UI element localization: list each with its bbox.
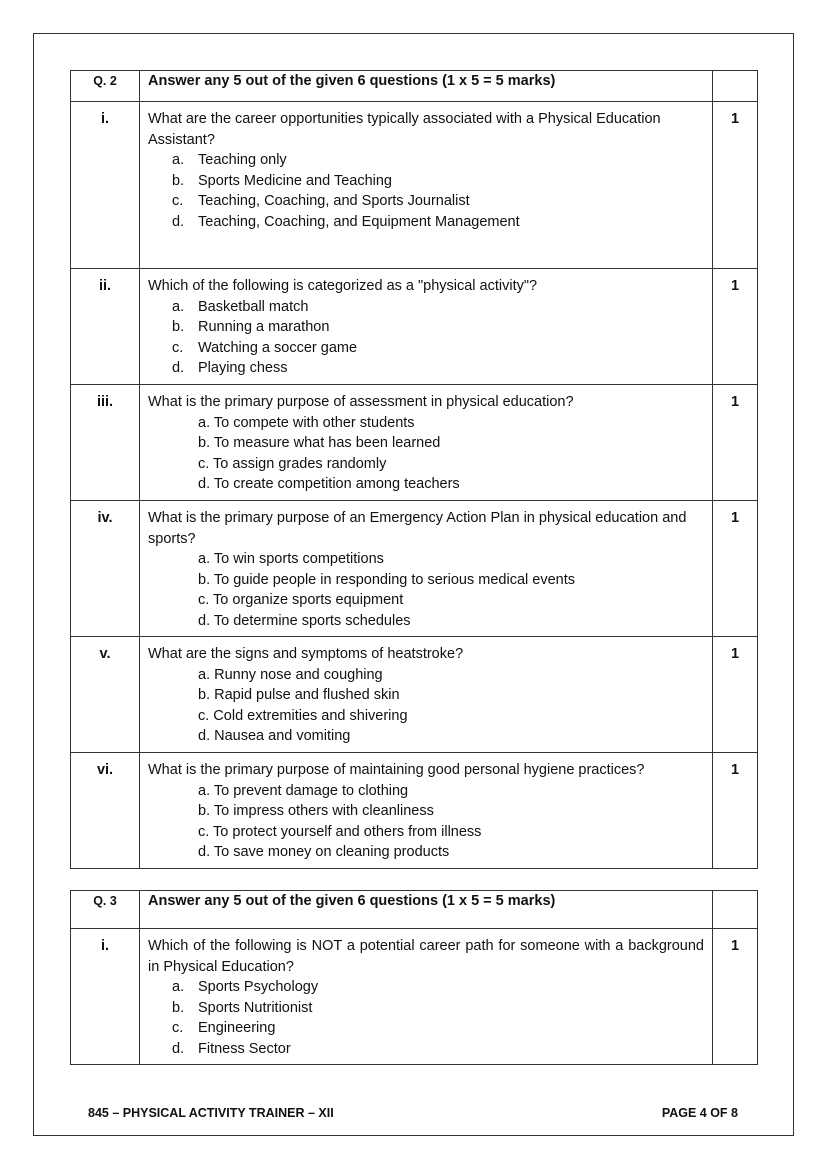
options-list	[148, 150, 704, 232]
options-list	[148, 549, 704, 631]
question-body	[140, 102, 713, 269]
question-body	[140, 929, 713, 1065]
question-text: Which of the following is NOT a potential career path for someone with a background in Physical Education?	[148, 938, 704, 975]
option-c: c. To protect yourself and others from illness	[198, 823, 482, 840]
option-c: c. Watching a soccer game	[172, 339, 358, 356]
question-text: What is the primary purpose of assessment in physical education?	[148, 394, 574, 410]
marks-header-cell	[713, 891, 758, 929]
sub-question-number: iv.	[71, 501, 140, 637]
options-list	[148, 781, 704, 863]
options-list	[148, 413, 704, 495]
question-text: What is the primary purpose of maintaining good personal hygiene practices?	[148, 762, 645, 778]
marks-cell: 1	[713, 102, 758, 269]
question-row	[71, 269, 758, 385]
question-3-header-row	[71, 891, 758, 929]
option-b: b. To guide people in responding to serious medical events	[198, 571, 575, 588]
marks-cell: 1	[713, 269, 758, 385]
marks-header-cell	[713, 71, 758, 102]
question-body	[140, 753, 713, 869]
sub-question-number: i.	[71, 102, 140, 269]
question-row	[71, 501, 758, 637]
question-instruction: Answer any 5 out of the given 6 questions (1 x 5 = 5 marks)	[140, 71, 713, 102]
sub-question-number: i.	[71, 929, 140, 1065]
option-a: a. Basketball match	[172, 298, 309, 315]
question-body	[140, 269, 713, 385]
question-row	[71, 637, 758, 753]
question-body	[140, 385, 713, 501]
question-2-table	[70, 70, 758, 869]
option-c: c. To assign grades randomly	[198, 455, 387, 472]
question-text: What are the signs and symptoms of heatstroke?	[148, 646, 464, 662]
sub-question-number: ii.	[71, 269, 140, 385]
question-body	[140, 637, 713, 753]
options-list	[148, 665, 704, 747]
option-a: a. To prevent damage to clothing	[198, 782, 409, 799]
question-3-table	[70, 890, 758, 1065]
option-b: b. Rapid pulse and flushed skin	[198, 687, 400, 703]
option-a: a. To win sports competitions	[198, 551, 384, 567]
option-c: c. To organize sports equipment	[198, 592, 404, 608]
question-text: What are the career opportunities typically associated with a Physical Education Assistant?	[148, 111, 661, 148]
option-c: c. Engineering	[172, 1020, 276, 1036]
option-b: b. Sports Medicine and Teaching	[172, 172, 392, 189]
marks-cell: 1	[713, 637, 758, 753]
marks-cell: 1	[713, 501, 758, 637]
option-b: b. To measure what has been learned	[198, 435, 441, 451]
option-d: d. Fitness Sector	[172, 1040, 291, 1057]
question-row	[71, 102, 758, 269]
option-c: c. Teaching, Coaching, and Sports Journalist	[172, 193, 470, 209]
option-b: b. To impress others with cleanliness	[198, 803, 434, 819]
question-2-header-row	[71, 71, 758, 102]
footer-subject: 845 – PHYSICAL ACTIVITY TRAINER – XII	[88, 1106, 334, 1120]
sub-question-number: iii.	[71, 385, 140, 501]
marks-cell: 1	[713, 385, 758, 501]
option-c: c. Cold extremities and shivering	[198, 707, 408, 724]
question-text: Which of the following is categorized as a "physical activity"?	[148, 278, 538, 294]
question-row	[71, 385, 758, 501]
option-d: d. To save money on cleaning products	[198, 844, 450, 860]
option-d: d. To create competition among teachers	[198, 476, 460, 492]
marks-cell: 1	[713, 753, 758, 869]
option-b: b. Sports Nutritionist	[172, 999, 313, 1016]
question-row	[71, 929, 758, 1065]
question-instruction: Answer any 5 out of the given 6 questions (1 x 5 = 5 marks)	[140, 891, 713, 929]
options-list	[148, 297, 704, 379]
question-body	[140, 501, 713, 637]
option-a: a. To compete with other students	[198, 414, 415, 431]
marks-cell: 1	[713, 929, 758, 1065]
option-d: d. Nausea and vomiting	[198, 728, 351, 744]
options-list	[148, 977, 704, 1059]
option-d: d. Teaching, Coaching, and Equipment Management	[172, 213, 520, 230]
option-b: b. Running a marathon	[172, 319, 330, 335]
option-d: d. Playing chess	[172, 360, 288, 376]
question-row	[71, 753, 758, 869]
footer-page-number: PAGE 4 OF 8	[661, 1106, 738, 1120]
question-number: Q. 3	[71, 891, 140, 929]
sub-question-number: v.	[71, 637, 140, 753]
option-a: a. Sports Psychology	[172, 979, 319, 995]
sub-question-number: vi.	[71, 753, 140, 869]
option-a: a. Teaching only	[172, 152, 287, 168]
option-a: a. Runny nose and coughing	[198, 666, 383, 683]
question-number: Q. 2	[71, 71, 140, 102]
option-d: d. To determine sports schedules	[198, 612, 411, 629]
question-text: What is the primary purpose of an Emergency Action Plan in physical education and sports?	[148, 510, 687, 547]
